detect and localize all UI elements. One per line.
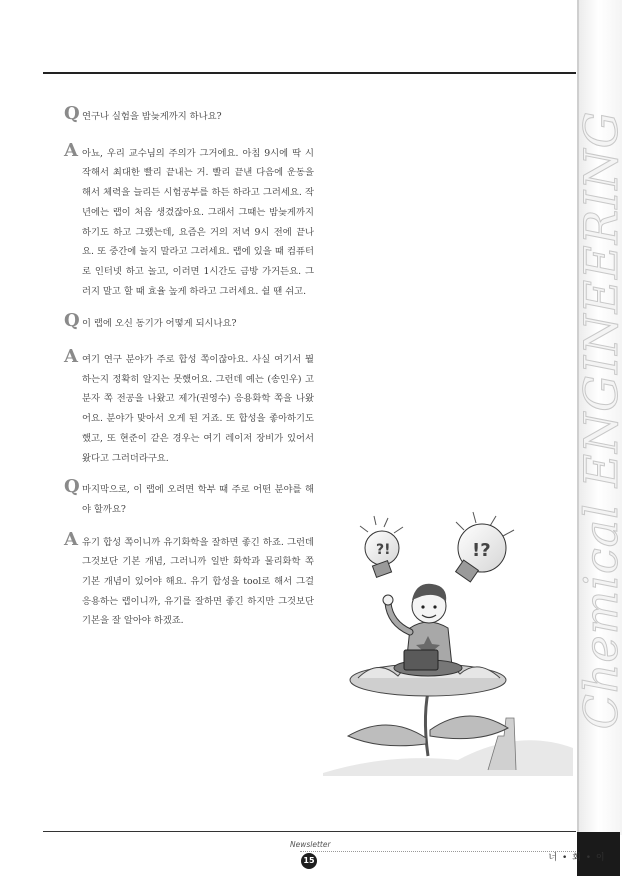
answer-mark: A <box>64 346 78 368</box>
answer-mark: A <box>64 139 78 161</box>
svg-text:!?: !? <box>472 540 491 561</box>
footer-brand <box>534 850 620 863</box>
question-3 <box>64 476 314 519</box>
interview-qa <box>64 103 314 631</box>
question-mark: Q <box>64 310 80 332</box>
answer-1 <box>64 139 314 302</box>
svg-text:?!: ?! <box>376 542 391 558</box>
answer-mark: A <box>64 528 78 550</box>
answer-text: 여기 연구 분야가 주로 합성 쪽이잖아요. 사실 여기서 뭘 하는지 정확히 알지는 못했어요. 그런데 예는 (송인우) 고분자 쪽 전공을 나왔고 제가(권영수) 응용화학 쪽을 나왔어요. 분야가 맞아서 오게 된 거죠. 또 합성을 좋아하기도 했고, 또 현준이 같은 경우는 여기 레이저 장비가 있어서 왔다고 그러더라구요. <box>82 354 314 464</box>
side-title-band <box>574 0 628 835</box>
answer-3 <box>64 528 314 632</box>
question-text: 이 랩에 오신 동기가 어떻게 되시나요? <box>82 318 237 330</box>
question-text: 마지막으로, 이 랩에 오려면 학부 때 주로 어떤 분야를 해야 할까요? <box>82 484 314 515</box>
question-mark: Q <box>64 476 80 498</box>
question-text: 연구나 실험을 밤늦게까지 하나요? <box>82 111 222 122</box>
answer-text: 아뇨, 우리 교수님의 주의가 그거에요. 아침 9시에 딱 시작해서 최대한 빨리 끝내는 거. 빨리 끝낸 다음에 운동을 해서 체력을 늘리든 시험공부를 하든 하라고 그러세요. 작년에는 랩이 처음 생겼잖아요. 그래서 그때는 밤늦게까지 하기도 하고 그랬는데, 요즘은 거의 저녁 9시 전에 끝나요. 또 중간에 놀지 말라고 그러세요. 랩에 있을 때 컴퓨터로 인터넷 하고 놀고, 이러면 1시간도 금방 가거든요. 그러지 말고 할 때 효율 높게 하라고 그러세요. 쉴 땐 쉬고. <box>82 147 314 297</box>
student-lightbulbs-illustration <box>318 508 576 776</box>
newsletter-label: Newsletter <box>290 840 331 849</box>
question-mark: Q <box>64 103 80 124</box>
top-rule <box>43 72 576 74</box>
question-2 <box>64 310 314 334</box>
question-1 <box>64 103 314 127</box>
answer-2 <box>64 346 314 468</box>
footer-brand-text: 너 • 회 • 이 <box>548 853 606 863</box>
side-vertical-title: Chemical ENGINEERING <box>574 110 628 730</box>
page-number: 15 <box>301 853 317 869</box>
answer-text: 유기 합성 쪽이니까 유기화학을 잘하면 좋긴 하죠. 그런데 그것보단 기본 개념, 그러니까 일반 화학과 물리화학 쪽 기본 개념이 있어야 해요. 유기 합성을 tool로 해서 그걸 응용하는 랩이니까, 유기를 잘하면 좋긴 하지만 그것보단 기본을 잘 알아야 하겠죠. <box>82 536 314 627</box>
bottom-rule <box>43 831 576 832</box>
